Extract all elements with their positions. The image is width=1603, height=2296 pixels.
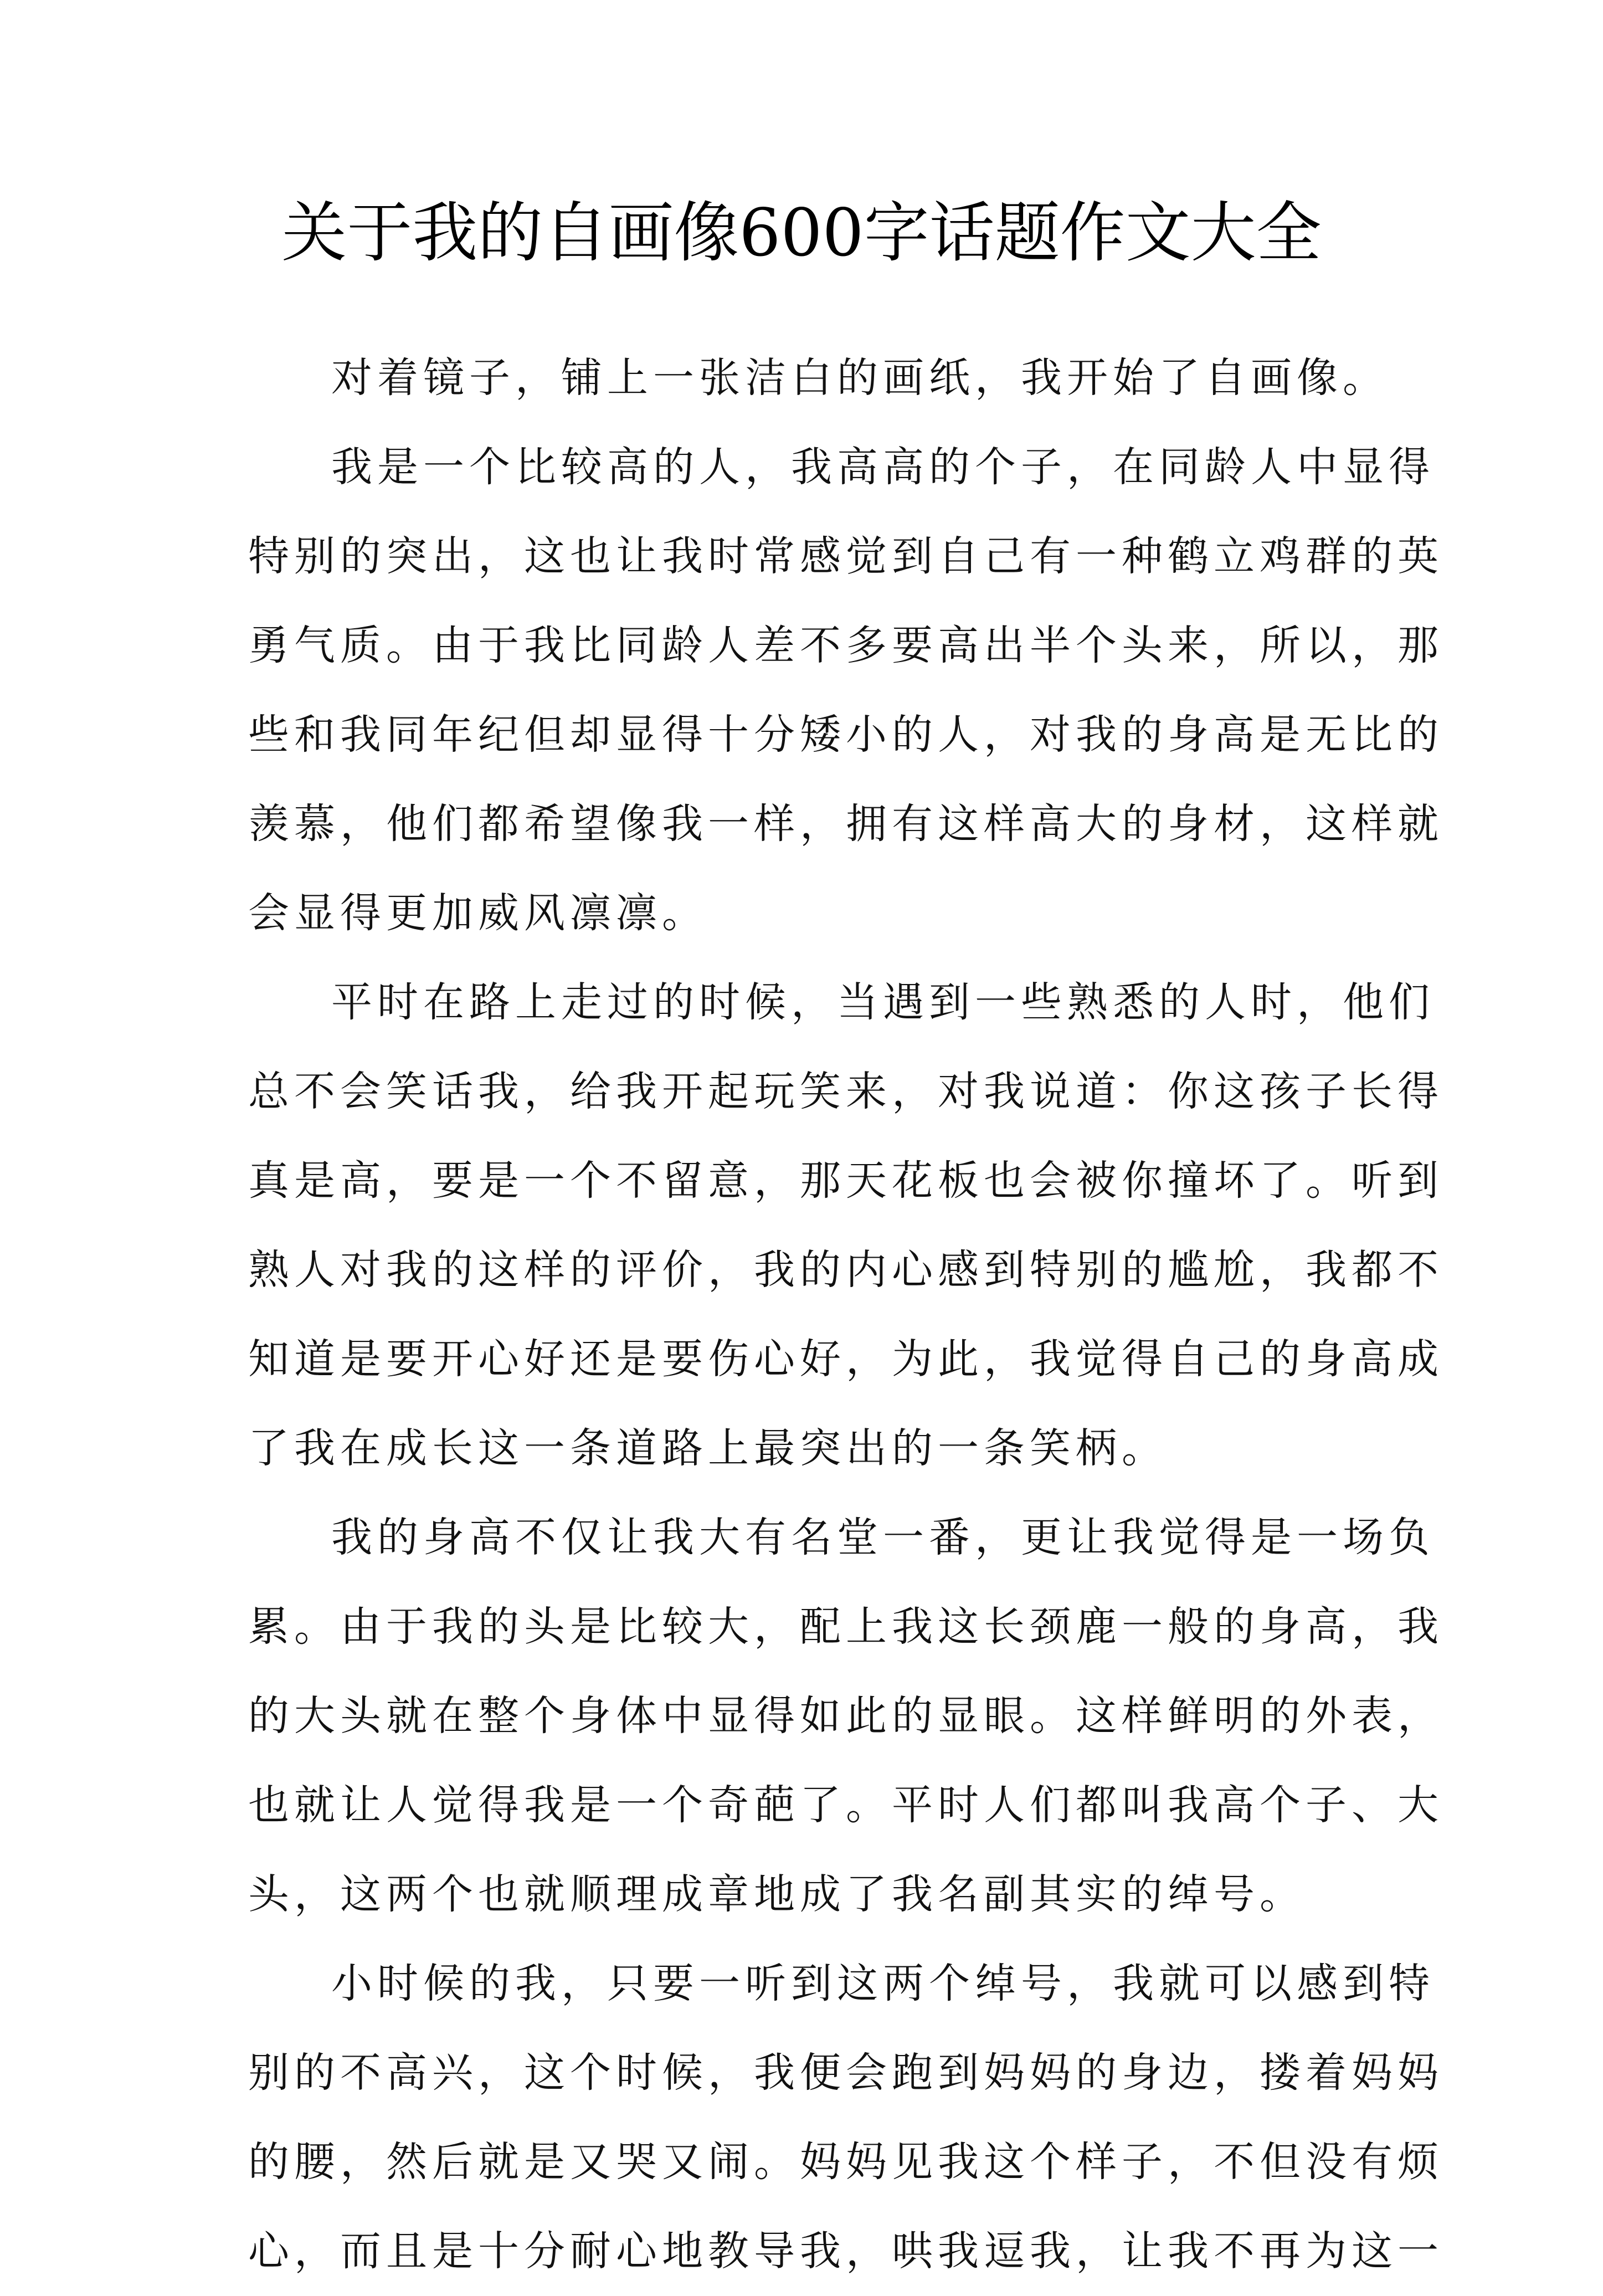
paragraph-line: 小时候的我，只要一听到这两个绰号，我就可以感到特 [331, 1960, 1435, 2007]
paragraph-line: 头，这两个也就顺理成章地成了我名副其实的绰号。 [248, 1870, 1306, 1918]
paragraph-line: 些和我同年纪但却显得十分矮小的人，对我的身高是无比的 [248, 711, 1443, 758]
paragraph-line: 了我在成长这一条道路上最突出的一条笑柄。 [248, 1424, 1168, 1472]
paragraph-line: 别的不高兴，这个时候，我便会跑到妈妈的身边，搂着妈妈 [248, 2049, 1443, 2097]
paragraph-line: 总不会笑话我，给我开起玩笑来，对我说道：你这孩子长得 [248, 1068, 1443, 1115]
paragraph-line: 熟人对我的这样的评价，我的内心感到特别的尴尬，我都不 [248, 1246, 1443, 1294]
paragraph-line: 心，而且是十分耐心地教导我，哄我逗我，让我不再为这一 [248, 2227, 1443, 2275]
paragraph-line: 会显得更加威风凛凛。 [248, 889, 708, 937]
paragraph-line: 特别的突出，这也让我时常感觉到自己有一种鹤立鸡群的英 [248, 532, 1443, 580]
paragraph-line: 的大头就在整个身体中显得如此的显眼。这样鲜明的外表， [248, 1692, 1443, 1740]
paragraph-line: 我是一个比较高的人，我高高的个子，在同龄人中显得 [331, 443, 1435, 491]
paragraph-line: 的腰，然后就是又哭又闹。妈妈见我这个样子，不但没有烦 [248, 2138, 1443, 2186]
paragraph-line: 知道是要开心好还是要伤心好，为此，我觉得自己的身高成 [248, 1335, 1443, 1383]
paragraph-line: 累。由于我的头是比较大，配上我这长颈鹿一般的身高，我 [248, 1603, 1443, 1651]
document-body [248, 334, 1443, 2296]
paragraph-line: 也就让人觉得我是一个奇葩了。平时人们都叫我高个子、大 [248, 1781, 1443, 1829]
paragraph-line: 真是高，要是一个不留意，那天花板也会被你撞坏了。听到 [248, 1157, 1443, 1205]
paragraph-line: 勇气质。由于我比同龄人差不多要高出半个头来，所以，那 [248, 622, 1443, 669]
paragraph-line: 我的身高不仅让我大有名堂一番，更让我觉得是一场负 [331, 1514, 1435, 1561]
document-title: 关于我的自画像600字话题作文大全 [281, 194, 1322, 271]
paragraph-line: 羡慕，他们都希望像我一样，拥有这样高大的身材，这样就 [248, 800, 1443, 848]
paragraph-line: 对着镜子，铺上一张洁白的画纸，我开始了自画像。 [331, 354, 1389, 402]
paragraph-line: 平时在路上走过的时候，当遇到一些熟悉的人时，他们 [331, 978, 1435, 1026]
